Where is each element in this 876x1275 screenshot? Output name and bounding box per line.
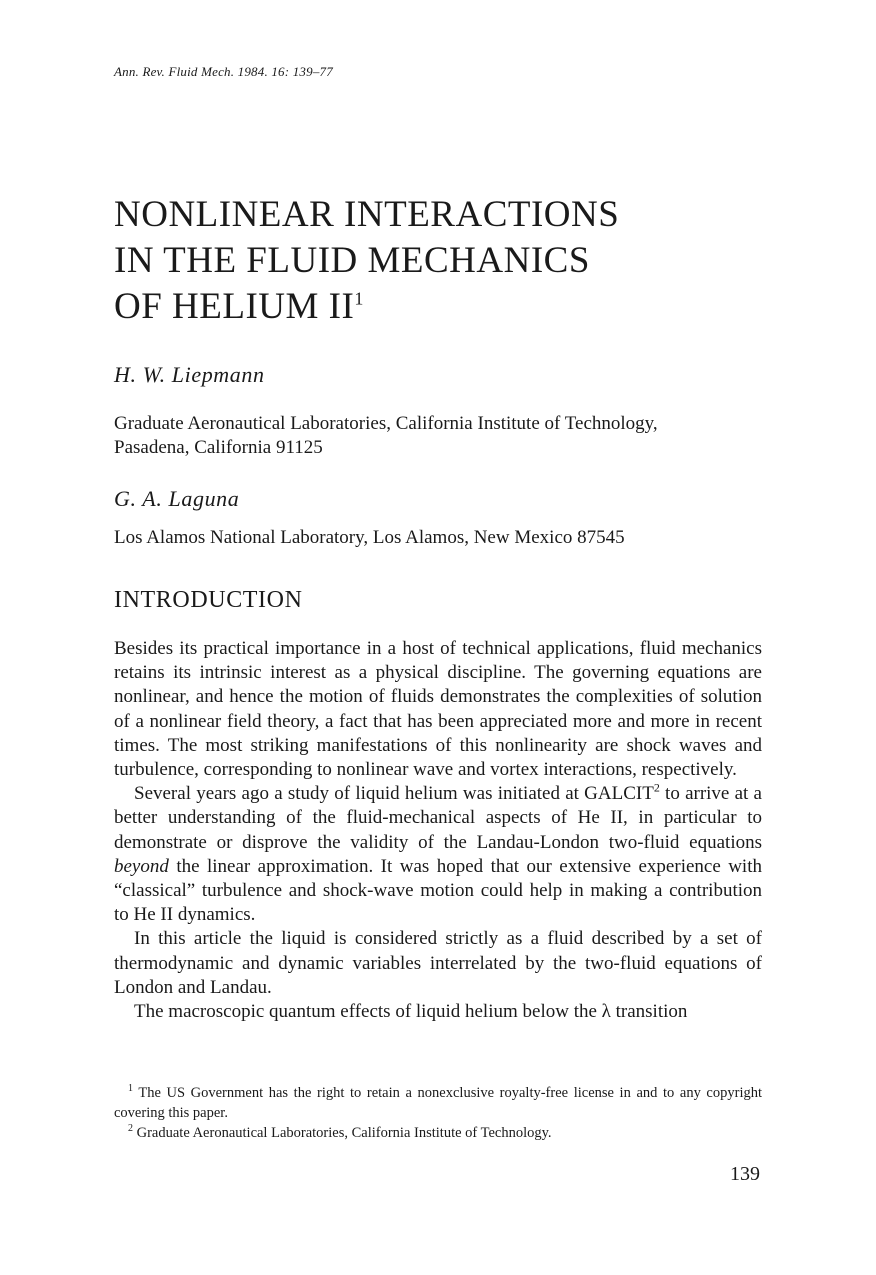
footnote-ref: 2 [653,780,660,795]
body-text [114,637,762,1024]
paragraph: Besides its practical importance in a host of technical applications, fluid mechanics retains its intrinsic interest as a physical discipline. The governing equations are nonlinear, and hence the motion of fluids demonstrates the complexities of solution of a nonlinear field theory, a fact that has been appreciated more and more in recent times. The most striking manifestations of this nonlinearity are shock waves and turbulence, corresponding to nonlinear wave and vortex interactions, respectively. [114,638,762,781]
paragraph-text: to arrive at a better understanding of the fluid-mechanical aspects of He II, in particular to demonstrate or disprove the validity of the Landau-London two-fluid equations [114,783,762,853]
paragraph: The macroscopic quantum effects of liquid helium below the λ transition [134,1001,688,1023]
author-name: H. W. Liepmann [114,362,265,387]
footnote-mark: 1 [128,1083,133,1095]
emphasis-text: beyond [114,855,169,877]
footnote [114,1123,762,1143]
paragraph: In this article the liquid is considered strictly as a fluid described by a set of thermodynamic and dynamic variables interrelated by the two-fluid equations of London and Landau. [114,928,762,998]
footnote [114,1083,762,1123]
title-line-3 [114,284,814,330]
paragraph-text: Several years ago a study of liquid helium was initiated at GALCIT [134,783,654,805]
affiliation-line: Los Alamos National Laboratory, Los Alamos, New Mexico 87545 [114,527,625,548]
title-footnote-mark: 1 [354,288,364,309]
footnotes [114,1083,762,1143]
affiliation-line: Pasadena, California 91125 [114,437,323,458]
affiliation-line: Graduate Aeronautical Laboratories, California Institute of Technology, [114,413,658,434]
title-line-2: IN THE FLUID MECHANICS [114,240,590,281]
paragraph-text: the linear approximation. It was hoped that our extensive experience with “classical” turbulence and shock-wave motion could help in making a contribution to He II dynamics. [114,855,762,926]
journal-reference: Ann. Rev. Fluid Mech. 1984. 16: 139–77 [114,64,333,79]
footnote-mark: 2 [128,1123,133,1135]
section-heading: INTRODUCTION [114,587,303,613]
title-line-1: NONLINEAR INTERACTIONS [114,194,620,235]
footnote-text: Graduate Aeronautical Laboratories, California Institute of Technology. [133,1125,552,1141]
footnote-text: The US Government has the right to retain a nonexclusive royalty-free license in and to any copyright covering this paper. [114,1085,762,1121]
author-name: G. A. Laguna [114,486,240,511]
paper-title [114,192,814,330]
page-number: 139 [730,1163,760,1185]
title-line-3-text: OF HELIUM II [114,286,355,327]
paragraph [114,782,762,927]
author-affiliation [114,412,774,460]
author-affiliation [114,526,774,550]
